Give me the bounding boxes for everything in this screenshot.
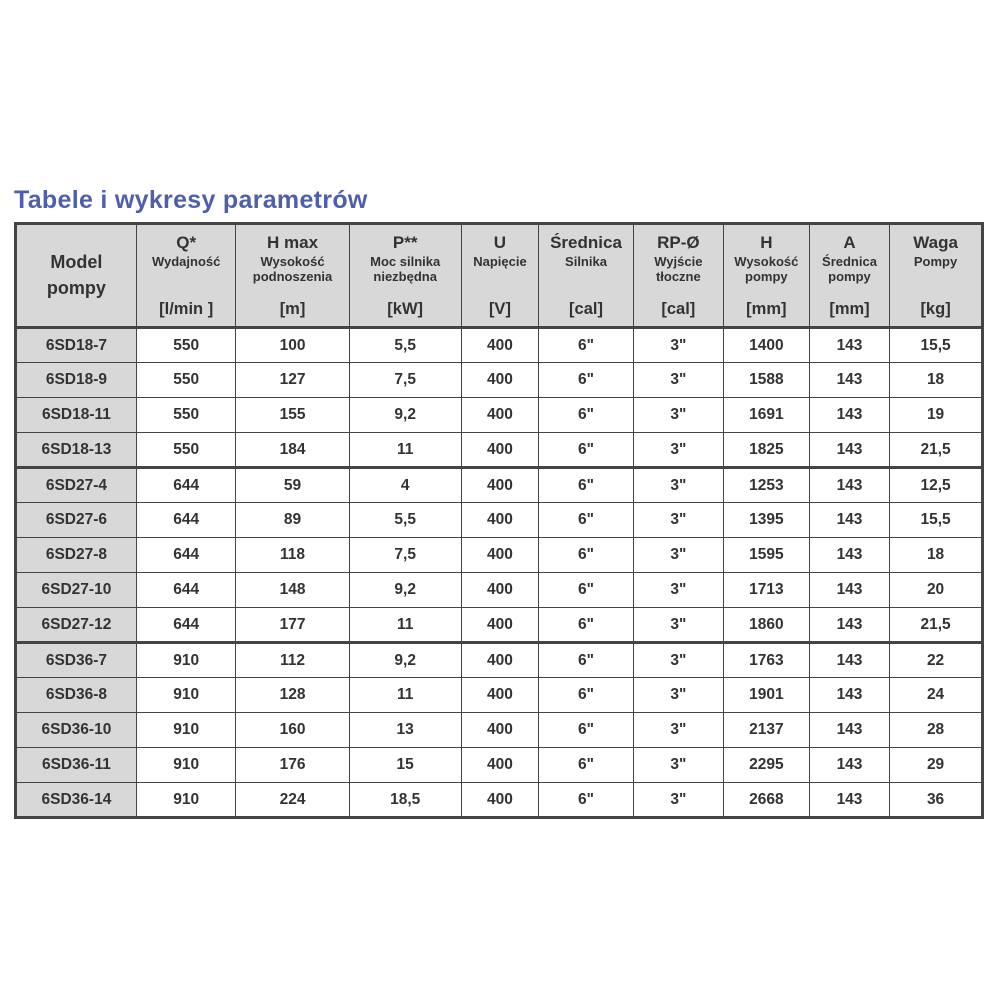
cell-u: 400 bbox=[461, 503, 538, 538]
cell-hmax: 155 bbox=[236, 398, 349, 433]
cell-hmax: 224 bbox=[236, 783, 349, 818]
cell-model: 6SD18-7 bbox=[16, 328, 137, 363]
cell-model: 6SD27-12 bbox=[16, 608, 137, 643]
parameters-table-wrapper bbox=[14, 222, 984, 819]
cell-rp: 3" bbox=[633, 538, 723, 573]
cell-h: 1253 bbox=[723, 468, 809, 503]
cell-h: 1713 bbox=[723, 573, 809, 608]
header-sub-line: podnoszenia bbox=[252, 269, 333, 285]
cell-h: 1588 bbox=[723, 363, 809, 398]
cell-srednica-silnika: 6" bbox=[539, 748, 634, 783]
table-row bbox=[16, 503, 983, 538]
cell-h: 1901 bbox=[723, 678, 809, 713]
header-cell-h bbox=[723, 224, 809, 328]
cell-p: 9,2 bbox=[349, 643, 461, 678]
table-row bbox=[16, 678, 983, 713]
cell-q: 550 bbox=[136, 328, 236, 363]
cell-rp: 3" bbox=[633, 363, 723, 398]
cell-u: 400 bbox=[461, 328, 538, 363]
header-main-line: U bbox=[493, 233, 507, 252]
cell-hmax: 118 bbox=[236, 538, 349, 573]
cell-model: 6SD18-13 bbox=[16, 433, 137, 468]
table-row bbox=[16, 398, 983, 433]
header-unit: [m] bbox=[279, 299, 306, 318]
cell-a: 143 bbox=[809, 573, 889, 608]
header-sub-line: Wyjście bbox=[654, 253, 703, 269]
cell-h: 2295 bbox=[723, 748, 809, 783]
cell-q: 910 bbox=[136, 783, 236, 818]
table-row bbox=[16, 433, 983, 468]
header-cell-model bbox=[16, 224, 137, 328]
cell-waga: 15,5 bbox=[890, 328, 983, 363]
header-unit: [mm] bbox=[829, 299, 870, 318]
cell-waga: 12,5 bbox=[890, 468, 983, 503]
cell-a: 143 bbox=[809, 678, 889, 713]
header-main-line: RP-Ø bbox=[657, 233, 700, 252]
cell-q: 550 bbox=[136, 363, 236, 398]
cell-a: 143 bbox=[809, 398, 889, 433]
header-sub-line: niezbędna bbox=[373, 269, 437, 285]
cell-u: 400 bbox=[461, 608, 538, 643]
cell-hmax: 59 bbox=[236, 468, 349, 503]
cell-rp: 3" bbox=[633, 468, 723, 503]
header-sub-line: Moc silnika bbox=[370, 253, 441, 269]
cell-rp: 3" bbox=[633, 678, 723, 713]
cell-a: 143 bbox=[809, 748, 889, 783]
cell-a: 143 bbox=[809, 608, 889, 643]
cell-waga: 21,5 bbox=[890, 433, 983, 468]
cell-waga: 20 bbox=[890, 573, 983, 608]
cell-model: 6SD27-4 bbox=[16, 468, 137, 503]
header-sub-line: Wysokość bbox=[260, 253, 325, 269]
cell-q: 550 bbox=[136, 433, 236, 468]
header-sub-line: tłoczne bbox=[655, 269, 701, 285]
cell-q: 644 bbox=[136, 573, 236, 608]
cell-a: 143 bbox=[809, 328, 889, 363]
cell-hmax: 177 bbox=[236, 608, 349, 643]
cell-a: 143 bbox=[809, 468, 889, 503]
cell-a: 143 bbox=[809, 713, 889, 748]
cell-u: 400 bbox=[461, 363, 538, 398]
cell-model: 6SD36-8 bbox=[16, 678, 137, 713]
cell-hmax: 176 bbox=[236, 748, 349, 783]
header-main-line: pompy bbox=[46, 278, 106, 298]
cell-p: 9,2 bbox=[349, 573, 461, 608]
header-unit: [V] bbox=[488, 299, 511, 318]
cell-waga: 21,5 bbox=[890, 608, 983, 643]
cell-rp: 3" bbox=[633, 398, 723, 433]
table-row bbox=[16, 643, 983, 678]
cell-rp: 3" bbox=[633, 783, 723, 818]
table-row bbox=[16, 363, 983, 398]
header-cell-rp bbox=[633, 224, 723, 328]
cell-u: 400 bbox=[461, 538, 538, 573]
cell-h: 2137 bbox=[723, 713, 809, 748]
header-main-line: Model bbox=[50, 251, 103, 272]
cell-model: 6SD27-10 bbox=[16, 573, 137, 608]
parameters-table bbox=[14, 222, 984, 819]
table-row bbox=[16, 538, 983, 573]
cell-waga: 36 bbox=[890, 783, 983, 818]
cell-hmax: 128 bbox=[236, 678, 349, 713]
header-cell-u bbox=[461, 224, 538, 328]
cell-waga: 24 bbox=[890, 678, 983, 713]
cell-a: 143 bbox=[809, 538, 889, 573]
cell-h: 1400 bbox=[723, 328, 809, 363]
cell-q: 644 bbox=[136, 538, 236, 573]
cell-h: 1395 bbox=[723, 503, 809, 538]
cell-q: 910 bbox=[136, 713, 236, 748]
cell-srednica-silnika: 6" bbox=[539, 643, 634, 678]
cell-q: 644 bbox=[136, 503, 236, 538]
cell-q: 910 bbox=[136, 748, 236, 783]
cell-model: 6SD18-9 bbox=[16, 363, 137, 398]
table-row bbox=[16, 573, 983, 608]
header-row bbox=[16, 224, 983, 328]
cell-u: 400 bbox=[461, 398, 538, 433]
cell-srednica-silnika: 6" bbox=[539, 538, 634, 573]
cell-rp: 3" bbox=[633, 748, 723, 783]
header-cell-waga bbox=[890, 224, 983, 328]
cell-h: 1763 bbox=[723, 643, 809, 678]
cell-hmax: 100 bbox=[236, 328, 349, 363]
cell-u: 400 bbox=[461, 573, 538, 608]
header-unit: [cal] bbox=[661, 299, 696, 318]
cell-p: 5,5 bbox=[349, 503, 461, 538]
cell-srednica-silnika: 6" bbox=[539, 678, 634, 713]
cell-rp: 3" bbox=[633, 433, 723, 468]
table-head bbox=[16, 224, 983, 328]
cell-hmax: 112 bbox=[236, 643, 349, 678]
cell-hmax: 127 bbox=[236, 363, 349, 398]
cell-hmax: 160 bbox=[236, 713, 349, 748]
cell-u: 400 bbox=[461, 783, 538, 818]
header-unit: [l/min ] bbox=[159, 299, 214, 318]
cell-hmax: 184 bbox=[236, 433, 349, 468]
page-title: Tabele i wykresy parametrów bbox=[14, 186, 368, 214]
header-unit: [kW] bbox=[387, 299, 424, 318]
cell-h: 1595 bbox=[723, 538, 809, 573]
cell-a: 143 bbox=[809, 643, 889, 678]
header-main-line: P** bbox=[392, 233, 418, 252]
cell-p: 15 bbox=[349, 748, 461, 783]
cell-a: 143 bbox=[809, 433, 889, 468]
cell-q: 644 bbox=[136, 468, 236, 503]
header-sub-line: Napięcie bbox=[473, 253, 527, 269]
cell-a: 143 bbox=[809, 783, 889, 818]
cell-model: 6SD36-11 bbox=[16, 748, 137, 783]
table-row bbox=[16, 748, 983, 783]
header-main-line: H bbox=[760, 233, 773, 252]
header-unit: [mm] bbox=[746, 299, 787, 318]
cell-model: 6SD27-8 bbox=[16, 538, 137, 573]
cell-u: 400 bbox=[461, 468, 538, 503]
cell-srednica-silnika: 6" bbox=[539, 433, 634, 468]
cell-hmax: 89 bbox=[236, 503, 349, 538]
cell-p: 9,2 bbox=[349, 398, 461, 433]
cell-model: 6SD18-11 bbox=[16, 398, 137, 433]
cell-rp: 3" bbox=[633, 713, 723, 748]
cell-model: 6SD36-10 bbox=[16, 713, 137, 748]
cell-p: 7,5 bbox=[349, 538, 461, 573]
header-cell-hmax bbox=[236, 224, 349, 328]
cell-rp: 3" bbox=[633, 573, 723, 608]
cell-p: 7,5 bbox=[349, 363, 461, 398]
header-sub-line: Wysokość bbox=[734, 253, 799, 269]
cell-hmax: 148 bbox=[236, 573, 349, 608]
cell-waga: 22 bbox=[890, 643, 983, 678]
table-row bbox=[16, 328, 983, 363]
cell-p: 11 bbox=[349, 433, 461, 468]
cell-waga: 19 bbox=[890, 398, 983, 433]
cell-srednica-silnika: 6" bbox=[539, 363, 634, 398]
cell-p: 4 bbox=[349, 468, 461, 503]
cell-h: 1825 bbox=[723, 433, 809, 468]
cell-q: 550 bbox=[136, 398, 236, 433]
cell-model: 6SD36-7 bbox=[16, 643, 137, 678]
header-sub-line: Wydajność bbox=[151, 253, 221, 269]
header-cell-a bbox=[809, 224, 889, 328]
cell-p: 18,5 bbox=[349, 783, 461, 818]
cell-srednica-silnika: 6" bbox=[539, 398, 634, 433]
cell-waga: 15,5 bbox=[890, 503, 983, 538]
cell-p: 13 bbox=[349, 713, 461, 748]
header-cell-srednica-silnika bbox=[539, 224, 634, 328]
cell-srednica-silnika: 6" bbox=[539, 468, 634, 503]
header-sub-line: pompy bbox=[828, 269, 871, 285]
cell-h: 1860 bbox=[723, 608, 809, 643]
cell-rp: 3" bbox=[633, 328, 723, 363]
cell-rp: 3" bbox=[633, 503, 723, 538]
header-main-line: A bbox=[843, 233, 856, 252]
table-row bbox=[16, 468, 983, 503]
cell-p: 5,5 bbox=[349, 328, 461, 363]
cell-a: 143 bbox=[809, 503, 889, 538]
header-sub-line: Silnika bbox=[565, 253, 607, 269]
cell-waga: 18 bbox=[890, 538, 983, 573]
header-main-line: Waga bbox=[913, 233, 958, 252]
table-row bbox=[16, 783, 983, 818]
header-unit: [cal] bbox=[569, 299, 603, 318]
cell-q: 910 bbox=[136, 643, 236, 678]
cell-p: 11 bbox=[349, 608, 461, 643]
cell-h: 1691 bbox=[723, 398, 809, 433]
cell-waga: 18 bbox=[890, 363, 983, 398]
cell-q: 644 bbox=[136, 608, 236, 643]
cell-u: 400 bbox=[461, 748, 538, 783]
cell-p: 11 bbox=[349, 678, 461, 713]
header-main-line: H max bbox=[267, 233, 319, 252]
table-row bbox=[16, 713, 983, 748]
header-sub-line: pompy bbox=[745, 269, 788, 285]
header-sub-line: Średnica bbox=[822, 253, 877, 269]
cell-waga: 29 bbox=[890, 748, 983, 783]
header-unit: [kg] bbox=[920, 299, 951, 318]
cell-h: 2668 bbox=[723, 783, 809, 818]
cell-u: 400 bbox=[461, 433, 538, 468]
header-cell-q bbox=[136, 224, 236, 328]
cell-srednica-silnika: 6" bbox=[539, 608, 634, 643]
cell-rp: 3" bbox=[633, 608, 723, 643]
cell-srednica-silnika: 6" bbox=[539, 503, 634, 538]
header-main-line: Q* bbox=[176, 233, 197, 252]
cell-srednica-silnika: 6" bbox=[539, 713, 634, 748]
cell-u: 400 bbox=[461, 713, 538, 748]
cell-u: 400 bbox=[461, 643, 538, 678]
cell-model: 6SD36-14 bbox=[16, 783, 137, 818]
cell-srednica-silnika: 6" bbox=[539, 328, 634, 363]
cell-srednica-silnika: 6" bbox=[539, 573, 634, 608]
cell-a: 143 bbox=[809, 363, 889, 398]
cell-rp: 3" bbox=[633, 643, 723, 678]
cell-waga: 28 bbox=[890, 713, 983, 748]
cell-q: 910 bbox=[136, 678, 236, 713]
cell-model: 6SD27-6 bbox=[16, 503, 137, 538]
header-cell-p bbox=[349, 224, 461, 328]
cell-u: 400 bbox=[461, 678, 538, 713]
table-body bbox=[16, 328, 983, 818]
table-row bbox=[16, 608, 983, 643]
header-main-line: Średnica bbox=[550, 233, 622, 252]
header-sub-line: Pompy bbox=[913, 253, 958, 269]
cell-srednica-silnika: 6" bbox=[539, 783, 634, 818]
